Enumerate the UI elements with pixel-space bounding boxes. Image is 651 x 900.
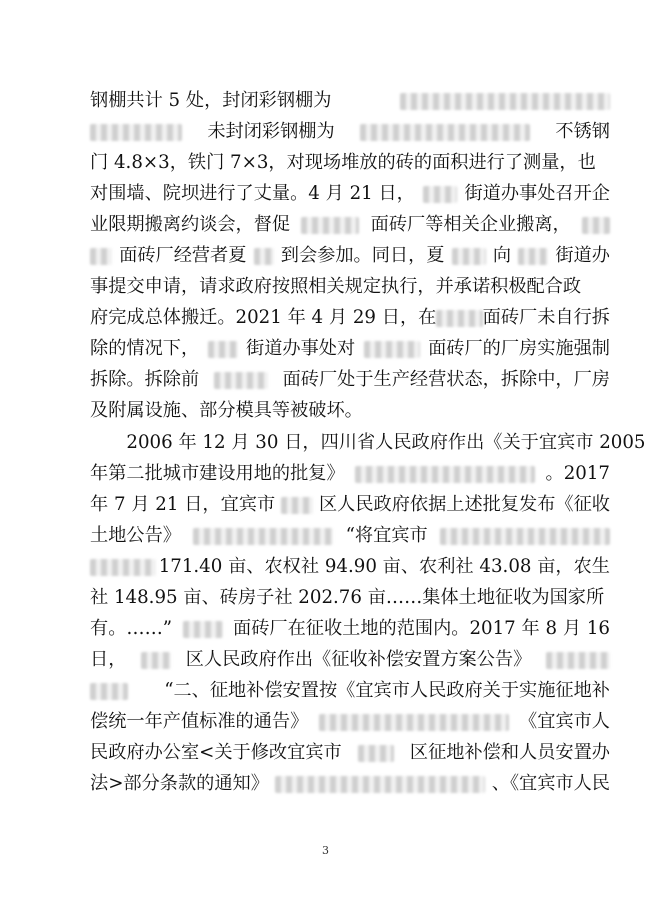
redacted-text	[423, 186, 457, 203]
text-segment: 偿统一年产值标准的通告》	[90, 711, 309, 732]
text-segment: 年第二批城市建设用地的批复》	[90, 463, 345, 484]
text-line-16	[90, 552, 610, 582]
redacted-text	[193, 528, 333, 545]
text-line-14	[90, 490, 610, 520]
text-segment: 年 7 月 21 日，宜宾市	[90, 494, 276, 515]
text-segment: 面砖厂未自行拆	[482, 307, 610, 328]
redacted-text	[452, 248, 486, 265]
text-segment: 及附属设施、部分模具等被破坏。	[90, 400, 363, 421]
text-line-12	[90, 428, 646, 458]
redacted-text	[301, 217, 359, 234]
text-line-20	[90, 676, 610, 706]
text-segment: 有。……”	[90, 618, 173, 639]
text-line-19	[90, 645, 610, 675]
text-line-5	[90, 210, 610, 240]
redacted-text	[319, 714, 509, 731]
text-line-22	[90, 738, 610, 768]
text-segment: 未封闭彩钢棚为	[207, 121, 335, 142]
redacted-text	[436, 310, 482, 327]
text-segment: 区征地补偿和人员安置办	[409, 742, 610, 763]
redacted-text	[183, 621, 223, 638]
redacted-text	[400, 93, 610, 110]
text-line-9	[90, 334, 610, 364]
text-segment: 171.40 亩、农权社 94.90 亩、农利社 43.08 亩，农生	[158, 556, 610, 577]
text-line-8	[90, 303, 610, 333]
text-line-21	[90, 707, 610, 737]
text-segment: 面砖厂在征收土地的范围内。2017 年 8 月 16	[233, 618, 610, 639]
redacted-text	[141, 652, 171, 669]
redacted-text	[90, 683, 128, 700]
text-line-7	[90, 272, 610, 302]
redacted-text	[546, 652, 610, 669]
text-segment: 到会参加。同日，夏	[280, 245, 445, 266]
text-segment: 街道办事处对	[246, 338, 356, 359]
text-segment: 日，	[90, 649, 127, 670]
text-segment: 街道办	[555, 245, 610, 266]
text-segment: 面砖厂处于生产经营状态，拆除中，厂房	[282, 369, 610, 390]
redacted-text	[208, 341, 238, 358]
text-segment: “将宜宾市	[345, 525, 428, 546]
redacted-text	[254, 248, 274, 265]
text-line-2	[90, 117, 610, 147]
text-segment: 府完成总体搬迁。2021 年 4 月 29 日，在	[90, 307, 437, 328]
text-segment: 土地公告》	[90, 525, 181, 546]
redacted-text	[275, 776, 485, 793]
text-segment: 门 4.8×3，铁门 7×3，对现场堆放的砖的面积进行了测量，也	[90, 152, 596, 173]
redacted-text	[90, 124, 182, 141]
text-segment: 对围墙、院坝进行了丈量。4 月 21 日，	[90, 183, 415, 204]
text-segment: 向	[492, 245, 512, 266]
redacted-text	[281, 497, 313, 514]
text-line-15	[90, 521, 610, 551]
text-line-4	[90, 179, 610, 209]
text-line-10	[90, 365, 610, 395]
text-segment: 、《宜宾市人民	[491, 773, 610, 794]
redacted-text	[358, 745, 394, 762]
text-segment: 《宜宾市人	[519, 711, 610, 732]
text-line-13	[90, 459, 610, 489]
text-segment: 区人民政府作出《征收补偿安置方案公告》	[185, 649, 532, 670]
page-number: 3	[322, 844, 329, 857]
redacted-text	[582, 217, 610, 234]
text-segment: 面砖厂等相关企业搬离，	[370, 214, 571, 235]
text-segment: 不锈钢	[555, 121, 610, 142]
text-segment: 业限期搬离约谈会，督促	[90, 214, 291, 235]
redacted-text	[90, 559, 156, 576]
text-line-17	[90, 583, 610, 613]
text-segment: 街道办事处召开企	[464, 183, 610, 204]
text-segment: 区人民政府依据上述批复发布《征收	[318, 494, 610, 515]
redacted-text	[364, 341, 420, 358]
text-line-1	[90, 86, 610, 116]
text-segment: 民政府办公室<关于修改宜宾市	[90, 742, 342, 763]
redacted-text	[518, 248, 548, 265]
text-line-11	[90, 396, 610, 426]
text-line-6	[90, 241, 610, 271]
text-segment: 钢棚共计 5 处，封闭彩钢棚为	[90, 90, 332, 111]
text-segment: 除的情况下，	[90, 338, 200, 359]
text-segment: 2006 年 12 月 30 日，四川省人民政府作出《关于宜宾市 2005	[90, 432, 646, 453]
redacted-text	[440, 528, 610, 545]
text-line-23	[90, 769, 610, 799]
text-segment: 拆除。拆除前	[90, 369, 200, 390]
text-segment: “二、征地补偿安置按《宜宾市人民政府关于实施征地补	[164, 680, 610, 701]
text-segment: 事提交申请，请求政府按照相关规定执行，并承诺积极配合政	[90, 276, 582, 297]
redacted-text	[90, 248, 112, 265]
text-segment: 面砖厂的厂房实施强制	[428, 338, 610, 359]
text-segment: 面砖厂经营者夏	[119, 245, 247, 266]
text-line-18	[90, 614, 610, 644]
text-segment: 法>部分条款的通知》	[90, 773, 269, 794]
redacted-text	[360, 124, 530, 141]
redacted-text	[355, 466, 535, 483]
text-segment: 。2017	[545, 463, 610, 484]
text-line-3	[90, 148, 610, 178]
redacted-text	[214, 372, 268, 389]
text-segment: 社 148.95 亩、砖房子社 202.76 亩……集体土地征收为国家所	[90, 587, 605, 608]
